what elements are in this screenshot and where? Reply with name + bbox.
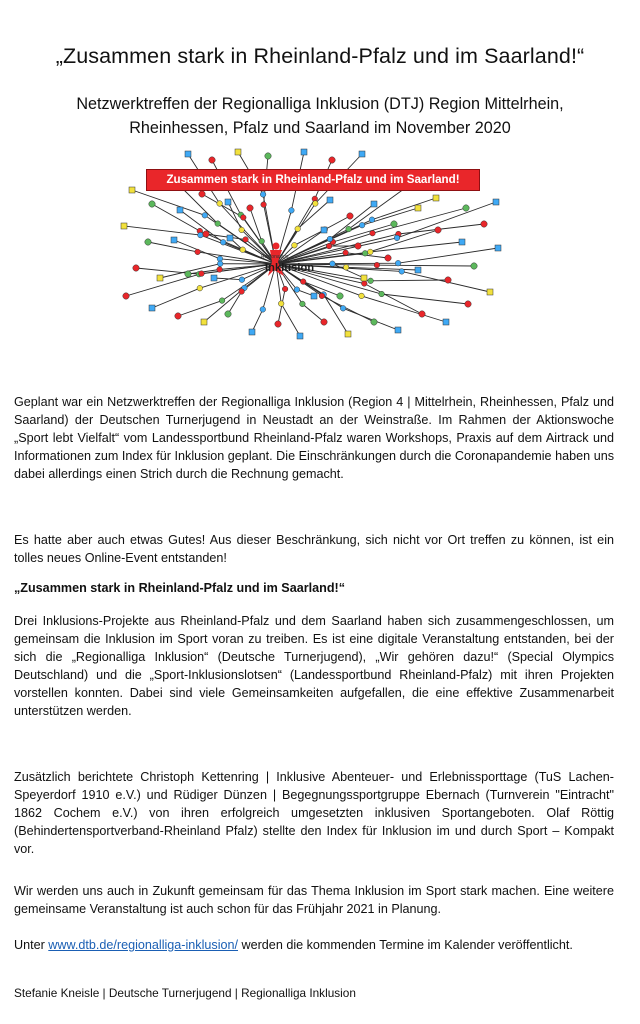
network-node: [359, 151, 365, 157]
network-node: [370, 230, 376, 236]
network-node: [362, 251, 368, 257]
network-node: [201, 319, 207, 325]
network-node: [415, 267, 421, 273]
network-node: [300, 301, 306, 307]
network-graphic: [118, 146, 508, 346]
network-node: [197, 285, 203, 291]
network-node: [241, 215, 247, 221]
network-node: [395, 260, 401, 266]
paragraph-4: Zusätzlich berichtete Christoph Kettenring | Inklusive Abenteuer- und Erlebnissporttage (TuS Lachen-Speyerdorf 1910 e.V.) und Rüdiger Dünzen | Begegnungssportgruppe Ebernach (Turnverein "Eintracht" 1862 Cochem e.V.) von ihren erfolgreich umgesetzten inklusiven Sportangeboten. Olaf Röttig (Behindertensportverband-Rheinland Pfalz) stellte den Index für Inklusion im und durch Sport – Kompakt vor.: [14, 770, 614, 856]
network-node: [249, 329, 255, 335]
network-node: [493, 199, 499, 205]
network-node: [419, 311, 425, 317]
network-node: [217, 201, 223, 207]
network-node: [199, 271, 205, 277]
network-node: [235, 149, 241, 155]
calendar-link[interactable]: www.dtb.de/regionalliga-inklusion/: [48, 938, 239, 952]
network-node: [347, 213, 353, 219]
network-node: [211, 275, 217, 281]
network-node: [239, 277, 245, 283]
network-node: [133, 265, 139, 271]
paragraph-3: Drei Inklusions-Projekte aus Rheinland-Pfalz und dem Saarland haben sich zusammengeschlossen, um gemeinsam die Inklusion im Sport voran zu treiben. Es ist eine digitale Veranstaltung entstanden, bei der sich die „Regionalliga Inklusion“ (Deutsche Turnerjugend), „Wir gehören dazu!“ (Special Olympics Deutschland) und die „Sport-Inklusionslotsen“ (Landessportbund Rheinland-Pfalz) mit ihren Projekten vorstellen konnten. Dabei sind viele Gemeinsamkeiten aufgefallen, die eine effektive Zusammenarbeit unterstützen werden.: [14, 614, 614, 718]
network-node: [435, 227, 441, 233]
network-node: [260, 192, 266, 198]
network-node: [239, 289, 245, 295]
network-node: [149, 305, 155, 311]
network-node: [198, 232, 204, 238]
p6-prefix: Unter: [14, 938, 49, 952]
network-node: [240, 247, 246, 253]
network-node: [374, 262, 380, 268]
network-node: [369, 217, 375, 223]
paragraph-2: Es hatte aber auch etwas Gutes! Aus dieser Beschränkung, sich nicht vor Ort treffen zu können, ist ein tolles neues Online-Event entstanden!: [14, 533, 614, 565]
network-node: [217, 267, 223, 273]
subtitle-line-2: Rheinhessen, Pfalz und Saarland im November 2020: [129, 119, 511, 137]
network-node: [195, 249, 201, 255]
network-node: [371, 319, 377, 325]
network-node: [361, 275, 367, 281]
network-node: [301, 149, 307, 155]
network-node: [359, 222, 365, 228]
network-node: [321, 319, 327, 325]
network-node: [327, 197, 333, 203]
network-node: [185, 151, 191, 157]
network-node: [340, 306, 346, 312]
network-node: [203, 231, 209, 237]
network-node: [275, 321, 281, 327]
network-node: [289, 208, 295, 214]
network-node: [371, 201, 377, 207]
paragraph-1: Geplant war ein Netzwerktreffen der Regionalliga Inklusion (Region 4 | Mittelrhein, Rheinhessen, Pfalz und Saarland) der Deutschen Turnerjugend in Neustadt an der Weinstraße. Im Rahmen der Aktionswoche „Sport lebt Vielfalt“ vom Landessportbund Rheinland-Pfalz waren Workshops, Praxis auf dem Airtrack und Informationen zum Index für Inklusion geplant. Die Einschränkungen durch die Coronapandemie haben uns dabei allerdings einen Strich durch die Rechnung gemacht.: [14, 395, 614, 481]
subtitle-line-1: Netzwerktreffen der Regionalliga Inklusion (DTJ) Region Mittelrhein,: [76, 95, 564, 113]
network-node: [239, 227, 245, 233]
network-node: [209, 157, 215, 163]
network-node: [459, 239, 465, 245]
paragraph-6: [14, 936, 614, 954]
network-node: [399, 269, 405, 275]
network-node: [487, 289, 493, 295]
network-node: [343, 250, 349, 256]
network-node: [202, 213, 208, 219]
signature: Stefanie Kneisle | Deutsche Turnerjugend | Regionalliga Inklusion: [14, 986, 356, 1000]
network-node: [327, 236, 333, 242]
network-node: [121, 223, 127, 229]
network-node: [175, 313, 181, 319]
network-node: [177, 207, 183, 213]
network-node: [471, 263, 477, 269]
p6-suffix: werden die kommenden Termine im Kalender veröffentlicht.: [238, 938, 573, 952]
network-node: [219, 298, 225, 304]
network-node: [368, 278, 374, 284]
network-node: [292, 243, 298, 249]
network-node: [394, 235, 400, 241]
page-subtitle: [40, 92, 600, 140]
network-node: [433, 195, 439, 201]
network-node: [261, 202, 267, 208]
network-node: [391, 221, 397, 227]
network-node: [395, 327, 401, 333]
logo-word: Inklusion: [265, 262, 315, 274]
network-node: [220, 240, 226, 246]
logo-small-text: Regionalliga: [261, 254, 289, 260]
network-node: [227, 235, 233, 241]
network-node: [359, 293, 365, 299]
network-node: [247, 205, 253, 211]
network-line: [152, 204, 276, 264]
paragraph-5: Wir werden uns auch in Zukunft gemeinsam für das Thema Inklusion im Sport stark machen. Eine weitere gemeinsame Veranstaltung ist auch schon für das Frühjahr 2021 in Planung.: [14, 884, 614, 916]
network-node: [295, 226, 301, 232]
network-node: [123, 293, 129, 299]
network-node: [415, 205, 421, 211]
section-heading: „Zusammen stark in Rheinland-Pfalz und im Saarland!“: [14, 581, 345, 595]
network-node: [465, 301, 471, 307]
network-node: [265, 153, 271, 159]
network-node: [362, 281, 368, 287]
graphic-banner: Zusammen stark in Rheinland-Pfalz und im Saarland!: [146, 169, 480, 191]
network-node: [313, 201, 319, 207]
network-node: [321, 227, 327, 233]
network-node: [445, 277, 451, 283]
network-node: [355, 243, 361, 249]
network-node: [215, 221, 221, 227]
network-node: [297, 333, 303, 339]
network-node: [157, 275, 163, 281]
network-node: [259, 238, 265, 244]
network-node: [368, 249, 374, 255]
network-node: [243, 237, 249, 243]
page-title: „Zusammen stark in Rheinland-Pfalz und im Saarland!“: [55, 44, 585, 68]
network-node: [343, 265, 349, 271]
inklusion-logo: [261, 254, 341, 298]
network-node: [443, 319, 449, 325]
network-node: [345, 331, 351, 337]
network-node: [326, 243, 332, 249]
network-line: [276, 186, 408, 264]
network-node: [260, 307, 266, 313]
network-node: [481, 221, 487, 227]
network-node: [379, 291, 385, 297]
logo-head-icon: [273, 243, 280, 250]
network-node: [199, 191, 205, 197]
network-node: [171, 237, 177, 243]
network-node: [278, 301, 284, 307]
network-node: [145, 239, 151, 245]
network-node: [129, 187, 135, 193]
network-node: [225, 311, 231, 317]
network-node: [217, 261, 223, 267]
network-node: [149, 201, 155, 207]
network-node: [385, 255, 391, 261]
network-node: [329, 157, 335, 163]
network-node: [463, 205, 469, 211]
network-node: [346, 226, 352, 232]
network-node: [225, 199, 231, 205]
network-node: [495, 245, 501, 251]
network-node: [185, 271, 191, 277]
